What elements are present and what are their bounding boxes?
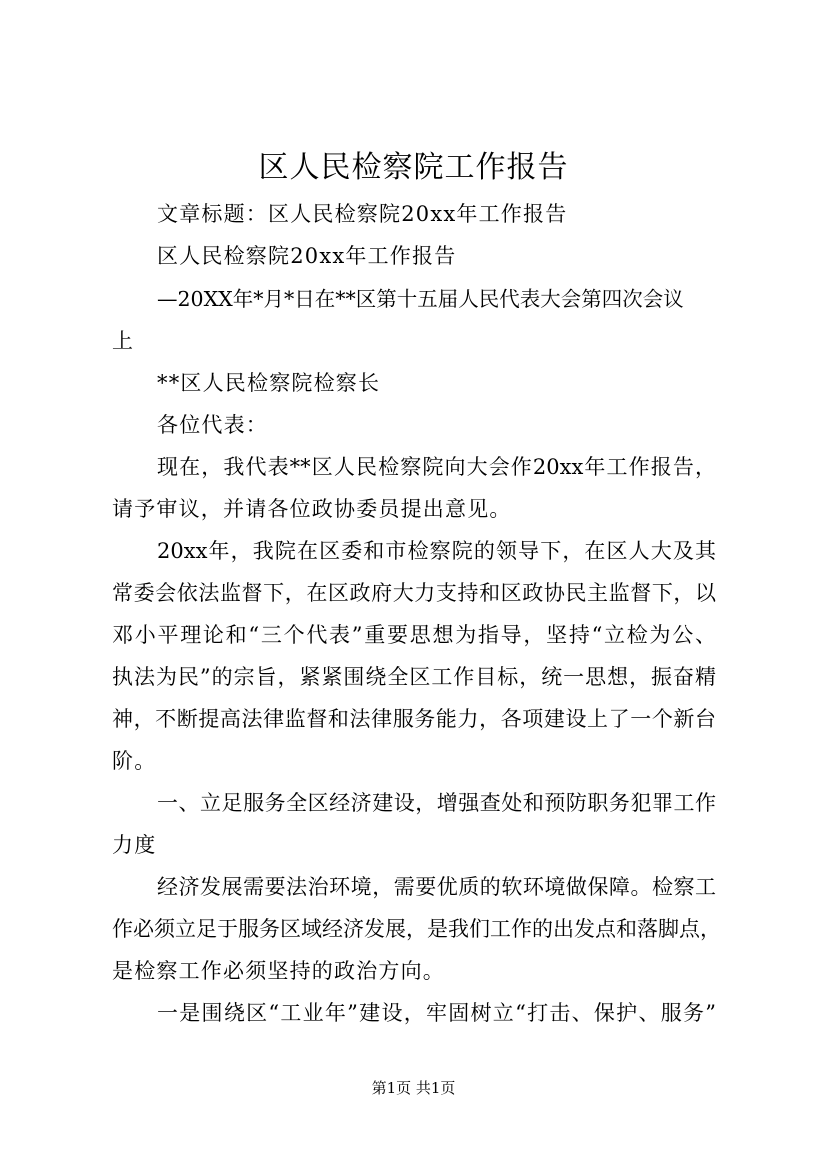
- report-title-line: 区人民检察院20xx年工作报告: [157, 244, 457, 268]
- paragraph-line: 邓小平理论和“三个代表”重要思想为指导，坚持“立检为公、: [112, 623, 716, 647]
- paragraph-line: 经济发展需要法治环境，需要优质的软环境做保障。检察工: [157, 875, 716, 899]
- paragraph-line: 现在，我代表**区人民检察院向大会作20xx年工作报告，: [157, 455, 716, 479]
- meeting-line-cont: 上: [112, 329, 135, 353]
- paragraph-line: 请予审议，并请各位政协委员提出意见。: [112, 497, 512, 521]
- salutation-line: 各位代表：: [157, 413, 268, 437]
- paragraph-line: 阶。: [112, 749, 157, 773]
- paragraph-line: 20xx年，我院在区委和市检察院的领导下，在区人大及其: [157, 539, 716, 563]
- meeting-line: —20XX年*月*日在**区第十五届人民代表大会第四次会议: [157, 287, 684, 311]
- section-heading-line: 力度: [112, 833, 157, 857]
- paragraph-line: 作必须立足于服务区域经济发展，是我们工作的出发点和落脚点，: [112, 917, 721, 941]
- article-title-line: 文章标题：区人民检察院20xx年工作报告: [157, 202, 568, 226]
- paragraph-line: 是检察工作必须坚持的政治方向。: [112, 959, 445, 983]
- paragraph-line: 常委会依法监督下，在区政府大力支持和区政协民主监督下，以: [112, 581, 716, 605]
- paragraph-line: 一是围绕区“工业年”建设，牢固树立“打击、保护、服务”: [157, 1001, 716, 1025]
- section-heading-line: 一、立足服务全区经济建设，增强查处和预防职务犯罪工作: [157, 791, 716, 815]
- author-line: **区人民检察院检察长: [157, 371, 381, 395]
- paragraph-line: 执法为民”的宗旨，紧紧围绕全区工作目标，统一思想，振奋精: [112, 665, 716, 689]
- page-footer: 第1页 共1页: [371, 1079, 456, 1097]
- document-title: 区人民检察院工作报告: [258, 150, 569, 185]
- paragraph-line: 神，不断提高法律监督和法律服务能力，各项建设上了一个新台: [112, 707, 716, 731]
